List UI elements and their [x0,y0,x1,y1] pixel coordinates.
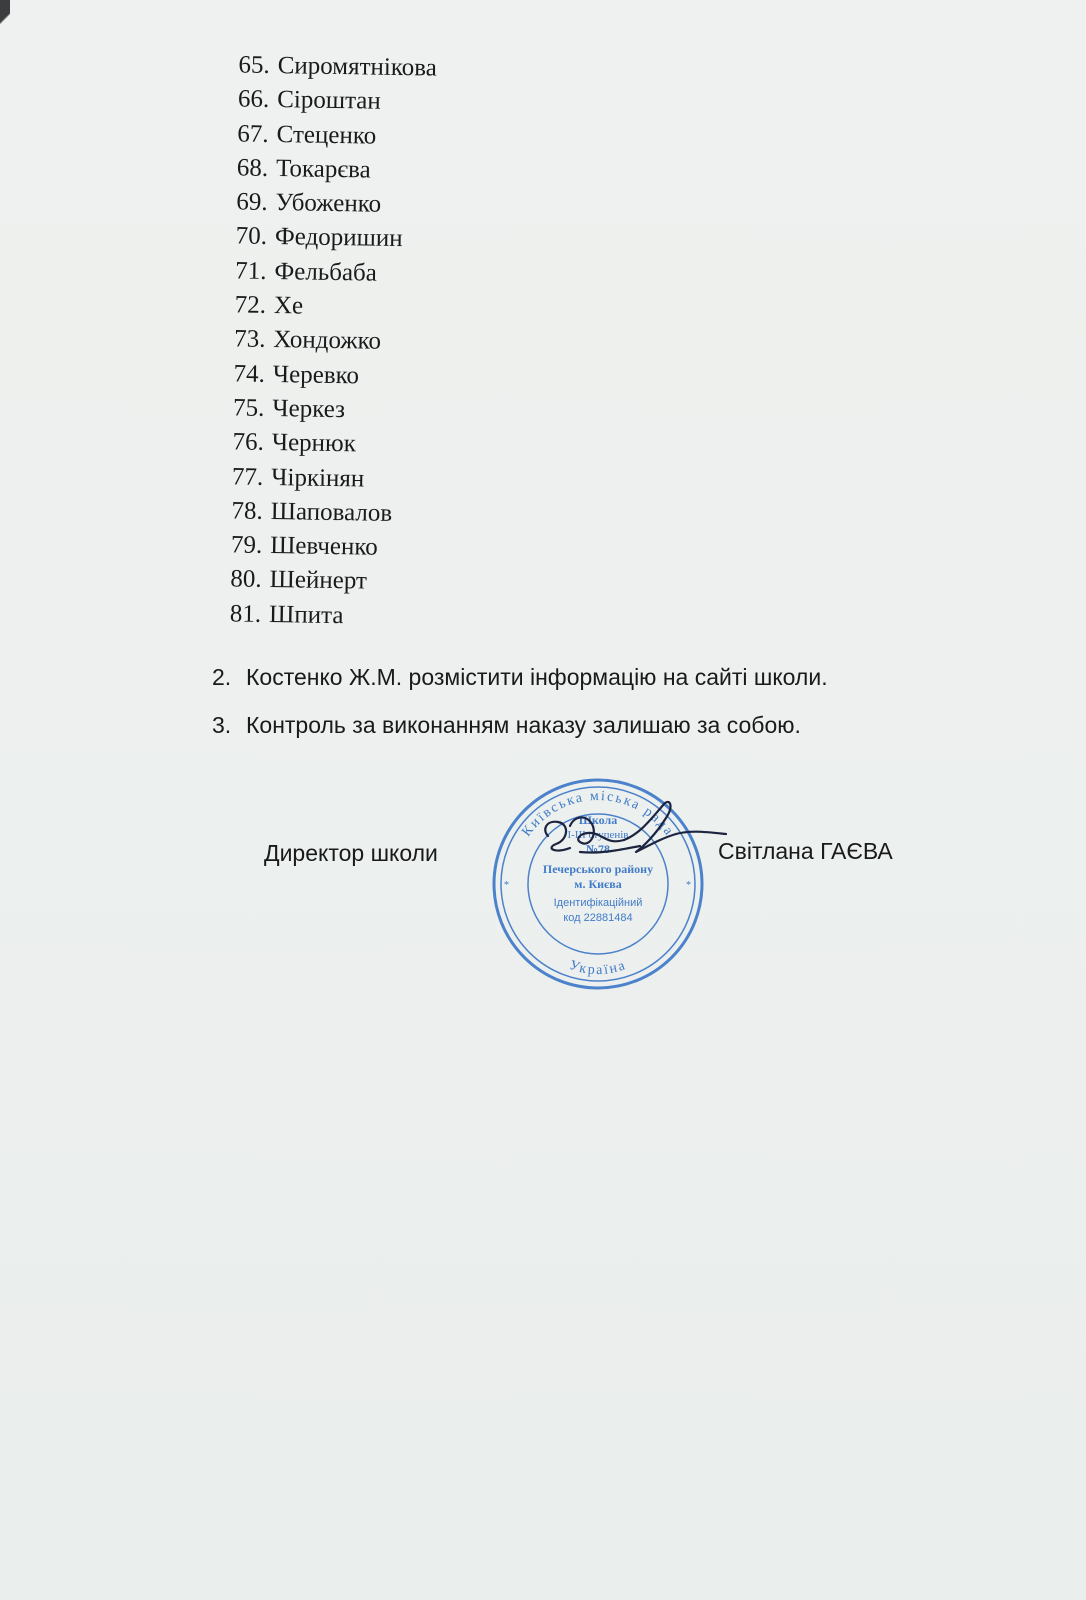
instruction-item [212,710,828,740]
item-number: 78. [231,497,263,525]
list-item [208,151,436,189]
list-item [208,117,436,155]
list-item [203,460,431,498]
list-item [205,322,433,360]
list-item [204,425,432,463]
item-number: 65. [238,51,270,79]
list-item [207,219,435,257]
item-number: 67. [237,120,269,148]
item-number: 81. [229,600,262,628]
item-number: 80. [230,565,262,594]
student-name: Федоришин [274,223,403,253]
item-number: 76. [232,428,265,457]
student-name: Сіроштан [276,86,381,115]
instruction-text: Контроль за виконанням наказу залишаю за собою. [246,712,801,738]
stamp-line-5: м. Києва [574,877,622,891]
handwritten-signature [540,796,730,876]
item-number: 79. [230,531,263,560]
stamp-ring-bottom: Україна [567,957,629,979]
student-name: Шевченко [269,532,378,561]
item-number: 74. [233,360,266,388]
item-number: 68. [236,154,269,182]
signatory-title: Директор школи [264,840,438,866]
student-name: Токарєва [275,154,371,184]
item-number: 71. [235,257,267,285]
page-corner-shadow [0,0,10,40]
stamp-line-4: Печерського району [542,862,654,876]
stamp-line-1: Школа [578,813,618,827]
student-list [201,48,437,635]
item-number: 77. [231,462,264,491]
instruction-text: Костенко Ж.М. розмістити інформацію на сайті школи. [246,664,828,690]
student-name: Шейнерт [269,566,368,595]
item-number: 75. [232,394,265,422]
stamp-line-3: №78 [585,842,611,856]
stamp-star-left: * [504,880,509,891]
list-item [201,562,429,600]
student-name: Чіркінян [271,463,365,493]
list-item [202,494,430,532]
student-name: Стеценко [276,120,377,150]
instruction-item [212,662,828,692]
list-item [209,82,437,120]
list-item [209,48,437,86]
student-name: Черкез [272,394,346,424]
item-number: 2. [212,664,232,690]
instruction-list [212,662,828,758]
item-number: 3. [212,712,232,738]
list-item [202,528,430,566]
stamp-ring-top: Київська міська рада [519,788,677,840]
list-item [206,254,434,292]
list-item [207,185,435,223]
student-name: Шпита [268,600,344,629]
item-number: 72. [234,291,267,319]
student-name: Хондожко [273,326,382,356]
item-number: 70. [235,222,268,251]
student-name: Черевко [272,360,360,390]
list-item [206,288,434,326]
list-item [204,391,432,429]
item-number: 69. [236,188,268,217]
signatory-name: Світлана ГАЄВА [718,838,893,864]
student-name: Шаповалов [270,497,393,527]
stamp-line-2: І-ІІІ ступенів [567,829,629,841]
item-number: 73. [233,325,266,354]
stamp-line-7: код 22881484 [563,912,633,924]
stamp-star-right: * [686,880,691,891]
student-name: Хе [273,292,304,320]
list-item [201,597,429,635]
item-number: 66. [237,85,270,114]
stamp-line-6: Ідентифікаційний [553,897,643,909]
student-name: Фельбаба [274,257,378,287]
student-name: Сиромятнікова [277,52,438,82]
student-name: Чернюк [271,429,357,458]
student-name: Убоженко [275,189,382,218]
list-item [205,357,433,395]
